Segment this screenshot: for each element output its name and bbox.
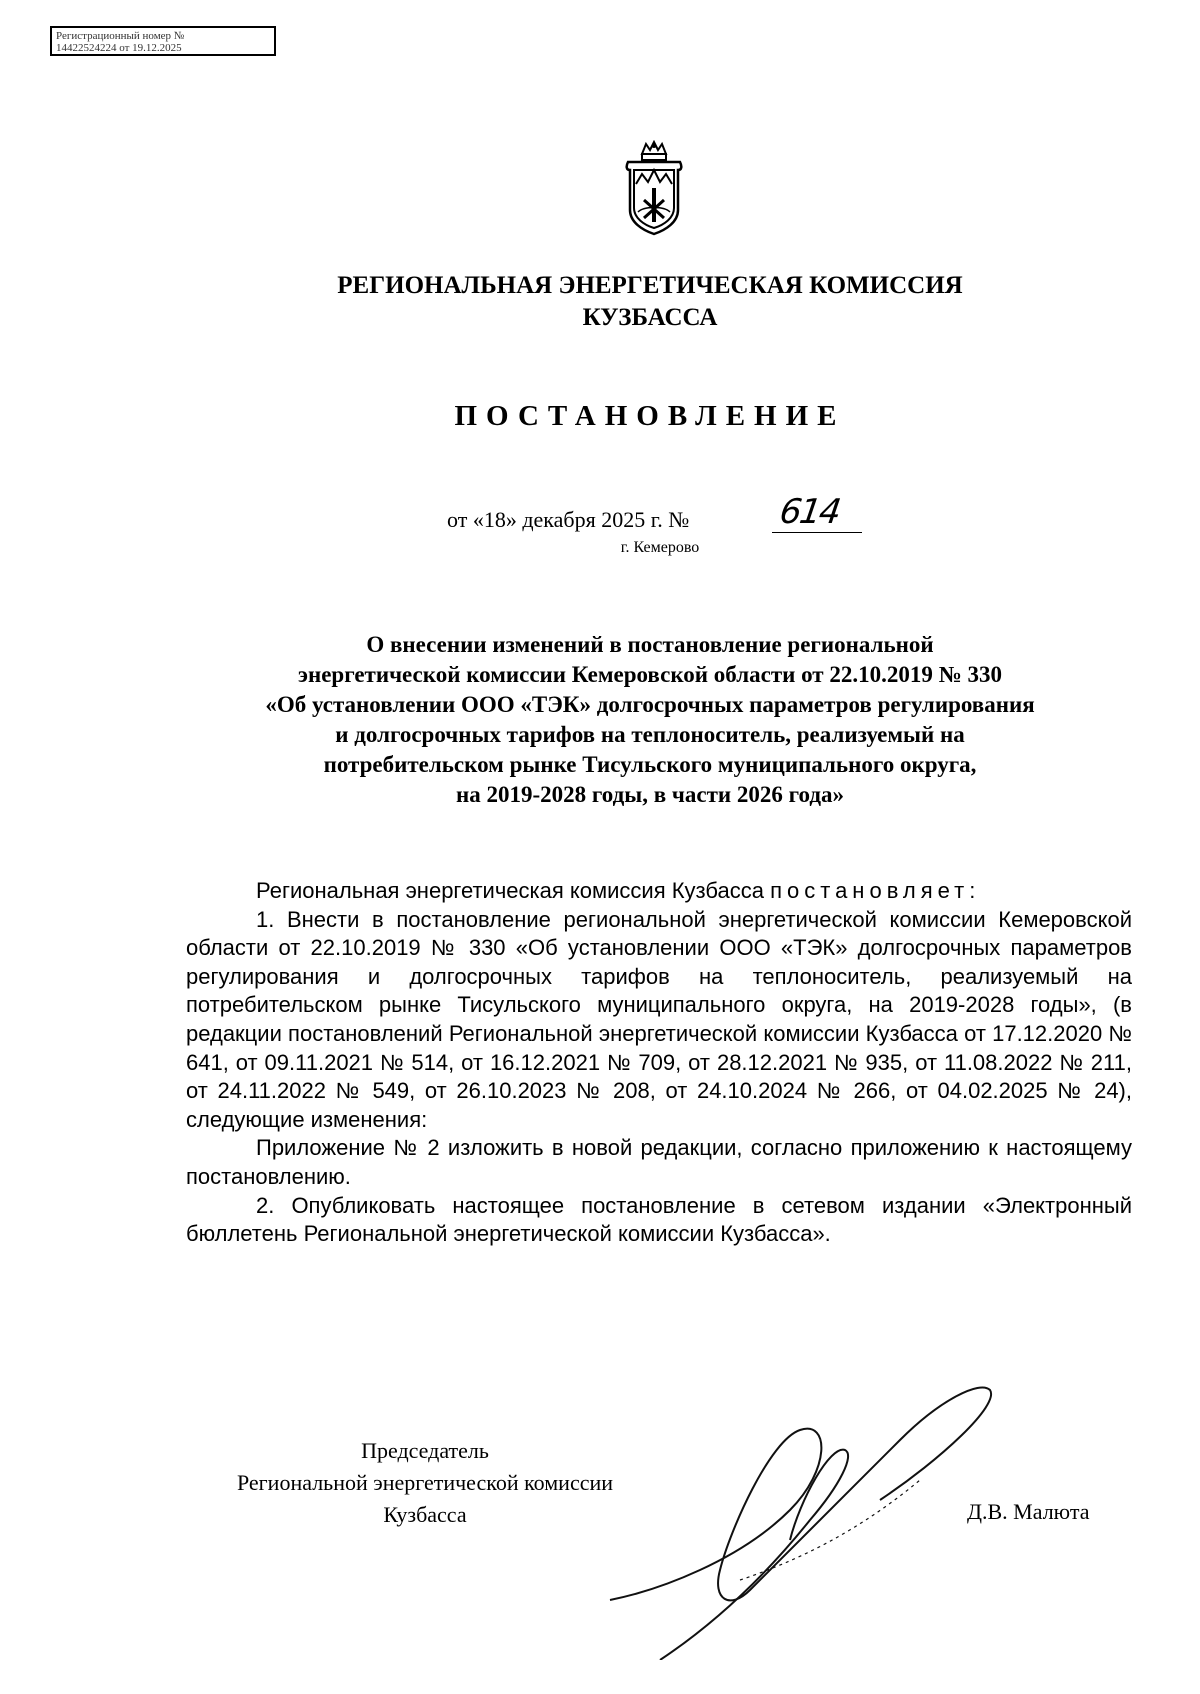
preamble-subject: Региональная энергетическая комиссия Кузбасса (256, 878, 764, 903)
title-line: потребительском рынке Тисульского муниципального округа, (323, 752, 977, 777)
clause-2: 2. Опубликовать настоящее постановление в сетевом издании «Электронный бюллетень Региональной энергетической комиссии Кузбасса». (186, 1192, 1132, 1247)
signatory-organization: Региональной энергетической комиссии (236, 1470, 614, 1495)
title-line: О внесении изменений в постановление региональной (366, 632, 934, 657)
document-date: от «18» декабря 2025 г. № (447, 507, 690, 532)
registration-stamp (50, 26, 276, 56)
document-title (130, 630, 1170, 810)
clause-1-detail: Приложение № 2 изложить в новой редакции, согласно приложению к настоящему постановлению. (186, 1135, 1132, 1189)
signatory-organization-region: Кузбасса (383, 1502, 467, 1527)
registration-number-value: 14422524224 от 19.12.2025 (56, 42, 182, 54)
preamble-verb: постановляет: (770, 878, 981, 903)
title-line: и долгосрочных тарифов на теплоноситель, реализуемый на (335, 722, 965, 747)
preamble (186, 877, 1132, 906)
document-number-handwritten: 614 (777, 492, 842, 532)
kuzbass-coat-of-arms-icon (622, 140, 686, 236)
clause-1: 1. Внести в постановление региональной энергетической комиссии Кемеровской области от 22.10.2019 № 330 «Об установлении ООО «ТЭК» долгосрочных параметров регулирования и долгосрочных тарифов на теплоноситель, реализуемый на потребительском рынке Тисульского муниципального округа, на 2019-2028 годы», (в редакции постановлений Региональной энергетической комиссии Кузбасса от 17.12.2020 № 641, от 09.11.2021 № 514, от 16.12.2021 № 709, от 28.12.2021 № 935, от 11.08.2022 № 211, от 24.11.2022 № 549, от 26.10.2023 № 208, от 24.10.2024 № 266, от 04.02.2025 № 24), следующие изменения: (186, 906, 1132, 1132)
authority-name-line1: РЕГИОНАЛЬНАЯ ЭНЕРГЕТИЧЕСКАЯ КОМИССИЯ (337, 272, 963, 299)
document-type: ПОСТАНОВЛЕНИЕ (454, 400, 846, 432)
document-number-field (772, 492, 862, 533)
signatory-title: Председатель (361, 1438, 489, 1463)
issuing-authority (200, 270, 1100, 334)
authority-name-line2: КУЗБАССА (582, 304, 718, 331)
title-line: «Об установлении ООО «ТЭК» долгосрочных параметров регулирования (265, 692, 1035, 717)
document-body (186, 877, 1132, 1249)
signatory-name: Д.В. Малюта (967, 1499, 1090, 1524)
title-line: на 2019-2028 годы, в части 2026 года» (456, 782, 844, 807)
handwritten-signature (600, 1360, 1030, 1660)
registration-number-label: Регистрационный номер № (56, 30, 185, 42)
document-city: г. Кемерово (620, 539, 700, 556)
title-line: энергетической комиссии Кемеровской области от 22.10.2019 № 330 (298, 662, 1002, 687)
